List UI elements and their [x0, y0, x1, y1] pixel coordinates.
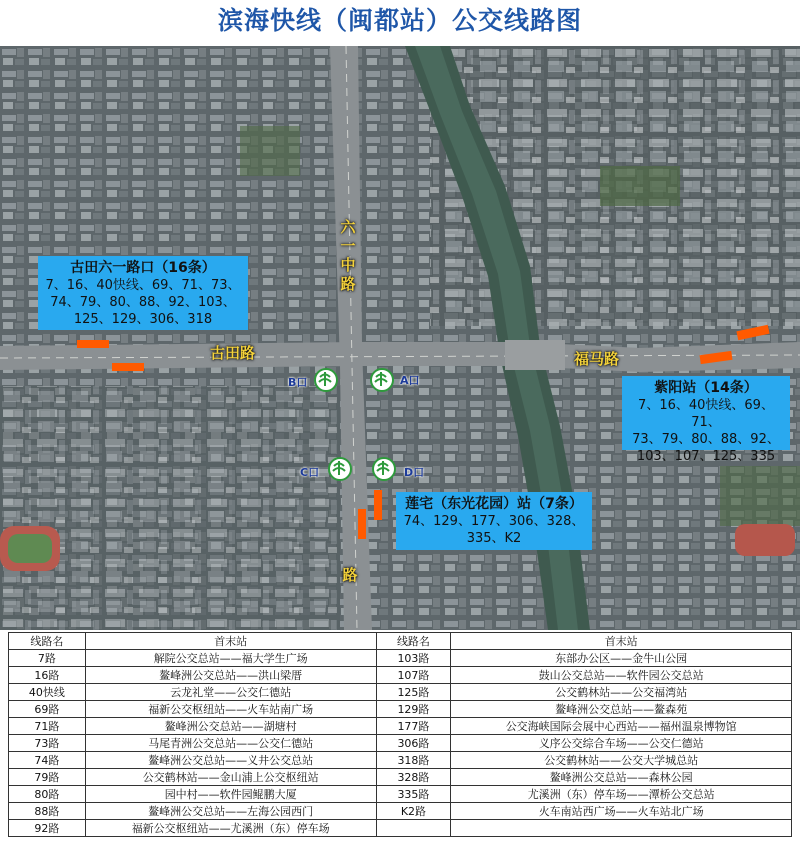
terminals-cell: 解院公交总站——福大学生广场: [85, 650, 376, 667]
route-name-cell: 80路: [9, 786, 86, 803]
route-name-cell: 40快线: [9, 684, 86, 701]
table-row: [9, 786, 792, 803]
terminals-cell: 鳌峰洲公交总站——义井公交总站: [85, 752, 376, 769]
terminals-cell: 火车南站西广场——火车站北广场: [451, 803, 792, 820]
info-box-title: 古田六一路口（16条）: [70, 260, 216, 276]
table-row: [9, 735, 792, 752]
terminals-cell: 公交鹤林站——公交大学城总站: [451, 752, 792, 769]
road-label-fuma: 福马路: [574, 350, 620, 368]
route-name-cell: 125路: [376, 684, 451, 701]
info-box-ziyang: [622, 376, 790, 464]
metro-exit-d-label: D口: [404, 466, 425, 479]
table-row: [9, 667, 792, 684]
terminals-cell: 云龙礼堂——公交仁德站: [85, 684, 376, 701]
terminals-cell: 公交鹤林站——金山浦上公交枢纽站: [85, 769, 376, 786]
terminals-cell: 鳌峰洲公交总站——鳌森苑: [451, 701, 792, 718]
route-rows: [9, 650, 792, 837]
bus-stop-marker[interactable]: [358, 509, 366, 539]
table-row: [9, 769, 792, 786]
terminals-cell: 福新公交枢纽站——火车站南广场: [85, 701, 376, 718]
route-name-cell: K2路: [376, 803, 451, 820]
route-name-cell: 177路: [376, 718, 451, 735]
table-row: [9, 684, 792, 701]
route-name-cell: [376, 820, 451, 837]
info-box-lines: 103、107、125、335: [636, 449, 776, 464]
terminals-cell: 公交海峡国际会展中心西站——福州温泉博物馆: [451, 718, 792, 735]
info-box-lines: 7、16、40快线、69、71、: [638, 398, 774, 430]
table-row: [9, 752, 792, 769]
metro-exit-a-icon[interactable]: [370, 368, 394, 392]
table-row: [9, 820, 792, 837]
route-name-cell: 92路: [9, 820, 86, 837]
info-box-lines: 7、16、40快线、69、71、73、: [45, 278, 241, 293]
table-row: [9, 718, 792, 735]
info-box-lines: 335、K2: [466, 531, 522, 546]
header-route: 线路名: [9, 633, 86, 650]
route-name-cell: 16路: [9, 667, 86, 684]
route-name-cell: 306路: [376, 735, 451, 752]
table-row: [9, 701, 792, 718]
terminals-cell: 园中村——软件园鲲鹏大厦: [85, 786, 376, 803]
route-name-cell: 129路: [376, 701, 451, 718]
route-name-cell: 73路: [9, 735, 86, 752]
road-label-liuyi-zhong: 六一中路: [340, 218, 356, 293]
info-box-gutian-liuyi: [38, 256, 248, 330]
route-name-cell: 103路: [376, 650, 451, 667]
metro-exit-a-label: A口: [400, 374, 420, 387]
terminals-cell: 鳌峰洲公交总站——左海公园西门: [85, 803, 376, 820]
terminals-cell: 东部办公区——金牛山公园: [451, 650, 792, 667]
terminals-cell: 义序公交综合车场——公交仁德站: [451, 735, 792, 752]
route-name-cell: 74路: [9, 752, 86, 769]
info-box-lines: 73、79、80、88、92、: [632, 432, 780, 447]
terminals-cell: 尤溪洲（东）停车场——潭桥公交总站: [451, 786, 792, 803]
road-label-gutian: 古田路: [210, 344, 256, 362]
info-box-lianzhai: [396, 492, 592, 550]
metro-exit-c-icon[interactable]: [328, 457, 352, 481]
page-title: 滨海快线（闽都站）公交线路图: [217, 6, 582, 35]
terminals-cell: [451, 820, 792, 837]
route-name-cell: 107路: [376, 667, 451, 684]
table-row: [9, 650, 792, 667]
header-terminals: 首末站: [85, 633, 376, 650]
terminals-cell: 鳌峰洲公交总站——森林公园: [451, 769, 792, 786]
route-name-cell: 88路: [9, 803, 86, 820]
route-name-cell: 328路: [376, 769, 451, 786]
terminals-cell: 马尾青洲公交总站——公交仁德站: [85, 735, 376, 752]
route-name-cell: 318路: [376, 752, 451, 769]
info-box-lines: 74、129、177、306、328、: [403, 514, 585, 529]
bus-stop-marker[interactable]: [112, 363, 144, 371]
metro-exit-b-label: B口: [288, 376, 308, 389]
terminals-cell: 鳌峰洲公交总站——洪山梁厝: [85, 667, 376, 684]
route-name-cell: 79路: [9, 769, 86, 786]
info-box-lines: 125、129、306、318: [73, 312, 213, 327]
bus-stop-marker[interactable]: [374, 490, 382, 520]
bus-stop-marker[interactable]: [77, 340, 109, 348]
route-name-cell: 335路: [376, 786, 451, 803]
satellite-map[interactable]: [0, 46, 800, 630]
terminals-cell: 福新公交枢纽站——尤溪洲（东）停车场: [85, 820, 376, 837]
header-terminals: 首末站: [451, 633, 792, 650]
terminals-cell: 鼓山公交总站——软件园公交总站: [451, 667, 792, 684]
route-table: [8, 632, 792, 837]
table-row: [9, 803, 792, 820]
route-name-cell: 69路: [9, 701, 86, 718]
route-name-cell: 7路: [9, 650, 86, 667]
header-route: 线路名: [376, 633, 451, 650]
info-box-title: 紫阳站（14条）: [654, 380, 758, 396]
metro-exit-d-icon[interactable]: [372, 457, 396, 481]
road-label-liuyi-zhong-south: 路: [342, 566, 358, 584]
terminals-cell: 鳌峰洲公交总站——湖塘村: [85, 718, 376, 735]
metro-exit-b-icon[interactable]: [314, 368, 338, 392]
terminals-cell: 公交鹤林站——公交福湾站: [451, 684, 792, 701]
info-box-lines: 74、79、80、88、92、103、: [50, 295, 236, 310]
route-name-cell: 71路: [9, 718, 86, 735]
metro-exit-c-label: C口: [300, 466, 320, 479]
table-header-row: [9, 633, 792, 650]
info-box-title: 莲宅（东光花园）站（7条）: [405, 496, 583, 512]
